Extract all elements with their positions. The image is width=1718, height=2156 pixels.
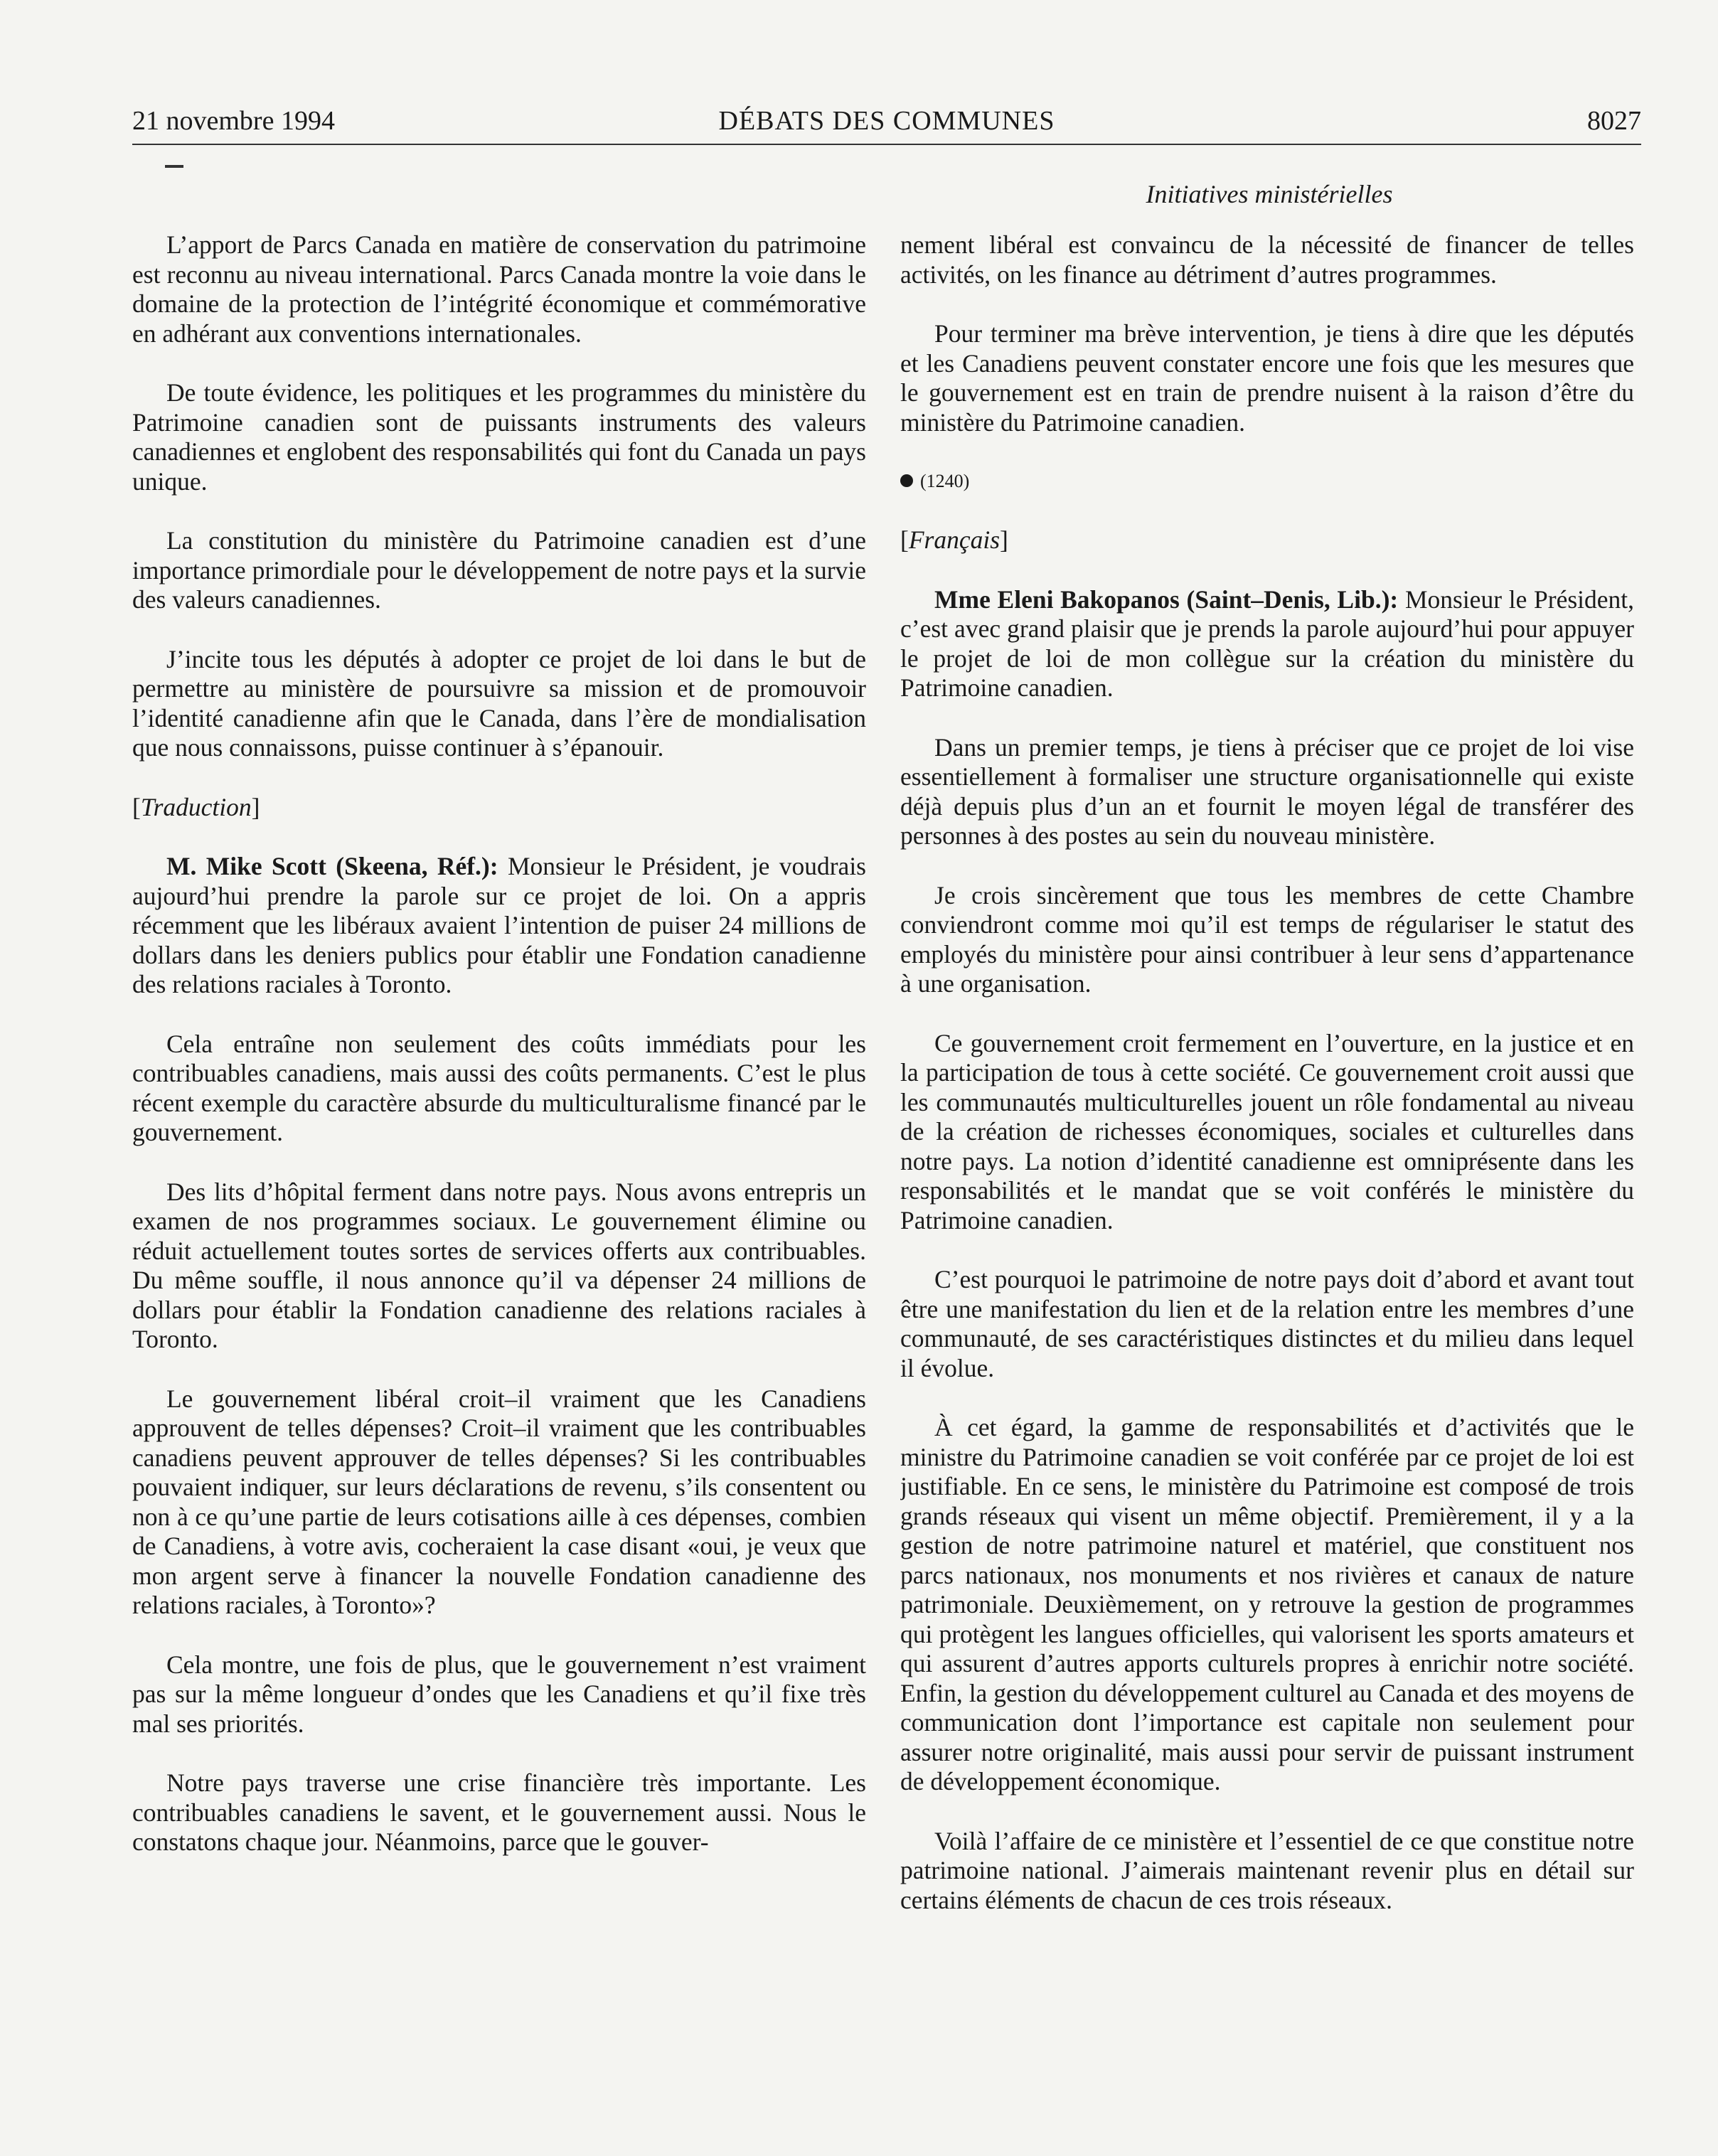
left-column <box>132 230 866 2051</box>
paragraph: La constitution du ministère du Patrimoine canadien est d’une importance primordiale pour le développement de notre pays et la survie des valeurs canadiennes. <box>132 526 866 614</box>
header-title: DÉBATS DES COMMUNES <box>718 106 1055 136</box>
paragraph: Je crois sincèrement que tous les membres de cette Chambre conviendront comme moi qu’il est temps de régulariser le statut des employés du ministère pour ainsi contribuer à leur sens d’appartenance à une organisation. <box>900 880 1634 998</box>
time-stamp: (1240) <box>920 471 970 491</box>
header-rule <box>132 144 1641 145</box>
paragraph: Dans un premier temps, je tiens à préciser que ce projet de loi vise essentiellement à formaliser une structure organisationnelle qui existe déjà depuis plus d’un an et fournit le moyen légal de transférer des personnes à des postes au sein du nouveau ministère. <box>900 732 1634 850</box>
speech-paragraph <box>132 852 866 1000</box>
language-tag: Traduction <box>140 792 252 821</box>
section-title: Initiatives ministérielles <box>1146 180 1393 208</box>
speech-text: Monsieur le Président, c’est avec grand plaisir que je prends la parole aujourd’hui pour appuyer le projet de loi de mon collègue sur la création du ministère du Patrimoine canadien. <box>900 585 1634 702</box>
paragraph: Cela entraîne non seulement des coûts immédiats pour les contribuables canadiens, mais aussi des coûts permanents. C’est le plus récent exemple du caractère absurde du multiculturalisme financé par le gouvernement. <box>132 1029 866 1146</box>
speech-paragraph <box>900 585 1634 703</box>
language-marker: [Français] <box>900 525 1008 554</box>
paragraph: Des lits d’hôpital ferment dans notre pays. Nous avons entrepris un examen de nos programmes sociaux. Le gouvernement élimine ou réduit actuellement toutes sortes de services offerts aux contribuables. Du même souffle, il nous annonce qu’il va dépenser 24 millions de dollars pour établir la Fondation canadienne des relations raciales à Toronto. <box>132 1177 866 1353</box>
page-header <box>132 105 1641 145</box>
paragraph: À cet égard, la gamme de responsabilités et d’activités que le ministre du Patrimoine canadien se voit conférée par ce projet de loi est justifiable. En ce sens, le ministère du Patrimoine est composé de trois grands réseaux qui visent un même objectif. Premièrement, il y a la gestion de notre patrimoine naturel et matériel, que constituent nos parcs nationaux, nos monuments et nos rivières et canaux de nature patrimoniale. Deuxièmement, on y retrouve la gestion de programmes qui protègent les langues officielles, qui valorisent les sports amateurs et qui assurent d’autres apports culturels propres à enrichir notre société. Enfin, la gestion du développement culturel au Canada et des moyens de communication dont l’importance est capitale non seulement pour assurer notre originalité, mais aussi pour servir de puissant instrument de développement économique. <box>900 1413 1634 1795</box>
paragraph: De toute évidence, les politiques et les programmes du ministère du Patrimoine canadien sont de puissants instruments des valeurs canadiennes et englobent des responsabilités qui font du Canada un pays unique. <box>132 378 866 496</box>
paragraph: J’incite tous les députés à adopter ce projet de loi dans le but de permettre au ministère de poursuivre sa mission et de promouvoir l’identité canadienne afin que le Canada, dans l’ère de mondialisation que nous connaissons, puisse continuer à s’épanouir. <box>132 644 866 762</box>
speech-text: Monsieur le Président, je voudrais aujourd’hui prendre la parole sur ce projet de loi. On a appris récemment que les libéraux avaient l’intention de puiser 24 millions de dollars dans les deniers publics pour établir une Fondation canadienne des relations raciales à Toronto. <box>132 852 866 998</box>
right-column <box>900 230 1634 2051</box>
paragraph: Ce gouvernement croit fermement en l’ouverture, en la justice et en la participation de tous à cette société. Ce gouvernement croit aussi que les communautés multiculturelles jouent un rôle fondamental au niveau de la création de richesses économiques, sociales et culturelles dans notre pays. La notion d’identité canadienne est omniprésente dans les responsabilités et le mandat que se voit conférés le ministère du Patrimoine canadien. <box>900 1028 1634 1234</box>
header-date: 21 novembre 1994 <box>132 106 335 136</box>
paragraph: Cela montre, une fois de plus, que le gouvernement n’est vraiment pas sur la même longueur d’ondes que les Canadiens et qu’il fixe très mal ses priorités. <box>132 1650 866 1738</box>
paragraph: Voilà l’affaire de ce ministère et l’essentiel de ce que constitue notre patrimoine national. J’aimerais maintenant revenir plus en détail sur certains éléments de chacun de ces trois réseaux. <box>900 1826 1634 1914</box>
header-page-number: 8027 <box>1587 106 1641 136</box>
language-tag: Français <box>908 525 1001 554</box>
paragraph: nement libéral est convaincu de la nécessité de financer de telles activités, on les finance au détriment d’autres programmes. <box>900 230 1634 289</box>
time-marker <box>900 467 1634 496</box>
margin-mark <box>165 165 183 168</box>
speaker-name: M. Mike Scott (Skeena, Réf.): <box>166 852 498 880</box>
paragraph: L’apport de Parcs Canada en matière de conservation du patrimoine est reconnu au niveau international. Parcs Canada montre la voie dans le domaine de la protection de l’intégrité économique et commémorative en adhérant aux conventions internationales. <box>132 230 866 348</box>
language-marker: [Traduction] <box>132 792 260 821</box>
paragraph: C’est pourquoi le patrimoine de notre pays doit d’abord et avant tout être une manifestation du lien et de la relation entre les membres d’une communauté, de ses caractéristiques distinctes et du milieu dans lequel il évolue. <box>900 1265 1634 1382</box>
paragraph: Notre pays traverse une crise financière très importante. Les contribuables canadiens le savent, et le gouvernement aussi. Nous le constatons chaque jour. Néanmoins, parce que le gouver- <box>132 1768 866 1856</box>
paragraph: Le gouvernement libéral croit–il vraiment que les Canadiens approuvent de telles dépenses? Croit–il vraiment que les contribuables canadiens peuvent approuver de telles dépenses? Si les contribuables pouvaient indiquer, sur leurs déclarations de revenu, s’ils consentent ou non à ce qu’une partie de leurs cotisations aille à ces dépenses, combien de Canadiens, à votre avis, cocheraient la case disant «oui, je veux que mon argent serve à financer la nouvelle Fondation canadienne des relations raciales, à Toronto»? <box>132 1384 866 1619</box>
bullet-icon <box>900 474 913 487</box>
paragraph: Pour terminer ma brève intervention, je tiens à dire que les députés et les Canadiens peuvent constater encore une fois que les mesures que le gouvernement est en train de prendre nuisent à la raison d’être du ministère du Patrimoine canadien. <box>900 319 1634 437</box>
speaker-name: Mme Eleni Bakopanos (Saint–Denis, Lib.): <box>934 585 1399 614</box>
